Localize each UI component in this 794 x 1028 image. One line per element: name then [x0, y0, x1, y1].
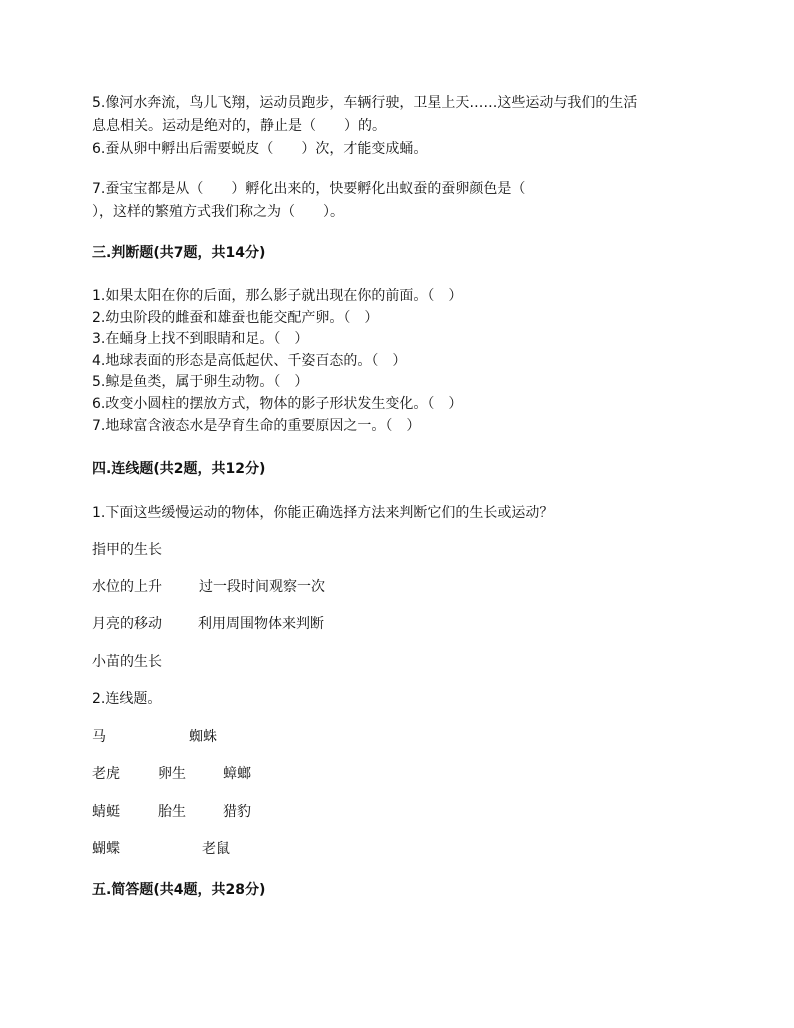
matching-2-animal-3: 蜻蜓	[92, 804, 120, 820]
matching-2-animal-5: 蜘蛛	[189, 729, 217, 745]
fill-question-7-line-2: ），这样的繁殖方式我们称之为（ ）。	[92, 204, 344, 220]
judgement-item-1: 1.如果太阳在你的后面，那么影子就出现在你的前面。（ ）	[92, 288, 463, 304]
matching-1-right-1: 过一段时间观察一次	[199, 579, 325, 595]
matching-2-mode-2: 胎生	[158, 804, 186, 820]
judgement-item-4: 4.地球表面的形态是高低起伏、千姿百态的。（ ）	[92, 353, 407, 369]
judgement-item-3: 3.在蛹身上找不到眼睛和足。（ ）	[92, 331, 309, 347]
judgement-item-5: 5.鲸是鱼类，属于卵生动物。（ ）	[92, 374, 309, 390]
matching-2-mode-1: 卵生	[158, 766, 186, 782]
matching-2-animal-6: 蟑螂	[223, 766, 251, 782]
fill-question-5-line-1: 5.像河水奔流，鸟儿飞翔，运动员跑步，车辆行驶，卫星上天……这些运动与我们的生活	[92, 95, 638, 111]
section-heading-judgement: 三.判断题(共7题，共14分)	[92, 245, 266, 261]
judgement-item-7: 7.地球富含液态水是孕育生命的重要原因之一。（ ）	[92, 418, 421, 434]
judgement-item-6: 6.改变小圆柱的摆放方式，物体的影子形状发生变化。（ ）	[92, 396, 463, 412]
section-heading-short-answer: 五.简答题(共4题，共28分)	[92, 882, 266, 898]
judgement-item-2: 2.幼虫阶段的雌蚕和雄蚕也能交配产卵。（ ）	[92, 310, 379, 326]
matching-question-1-title: 1.下面这些缓慢运动的物体，你能正确选择方法来判断它们的生长或运动？	[92, 505, 554, 521]
matching-1-left-1: 指甲的生长	[92, 542, 162, 558]
fill-question-7-line-1: 7.蚕宝宝都是从（ ）孵化出来的，快要孵化出蚁蚕的蚕卵颜色是（	[92, 181, 526, 197]
matching-1-right-2: 利用周围物体来判断	[198, 616, 324, 632]
matching-2-animal-1: 马	[92, 729, 106, 745]
matching-2-animal-7: 猎豹	[223, 804, 251, 820]
fill-question-5-line-2: 息息相关。运动是绝对的，静止是（ ）的。	[92, 118, 386, 134]
matching-2-animal-2: 老虎	[92, 766, 120, 782]
matching-1-left-4: 小苗的生长	[92, 654, 162, 670]
matching-2-animal-4: 蝴蝶	[92, 841, 120, 857]
matching-2-animal-8: 老鼠	[202, 841, 230, 857]
matching-1-left-2: 水位的上升	[92, 579, 162, 595]
matching-1-left-3: 月亮的移动	[92, 616, 162, 632]
fill-question-6: 6.蚕从卵中孵出后需要蜕皮（ ）次，才能变成蛹。	[92, 141, 428, 157]
matching-question-2-title: 2.连线题。	[92, 691, 162, 707]
section-heading-matching: 四.连线题(共2题，共12分)	[92, 461, 266, 477]
